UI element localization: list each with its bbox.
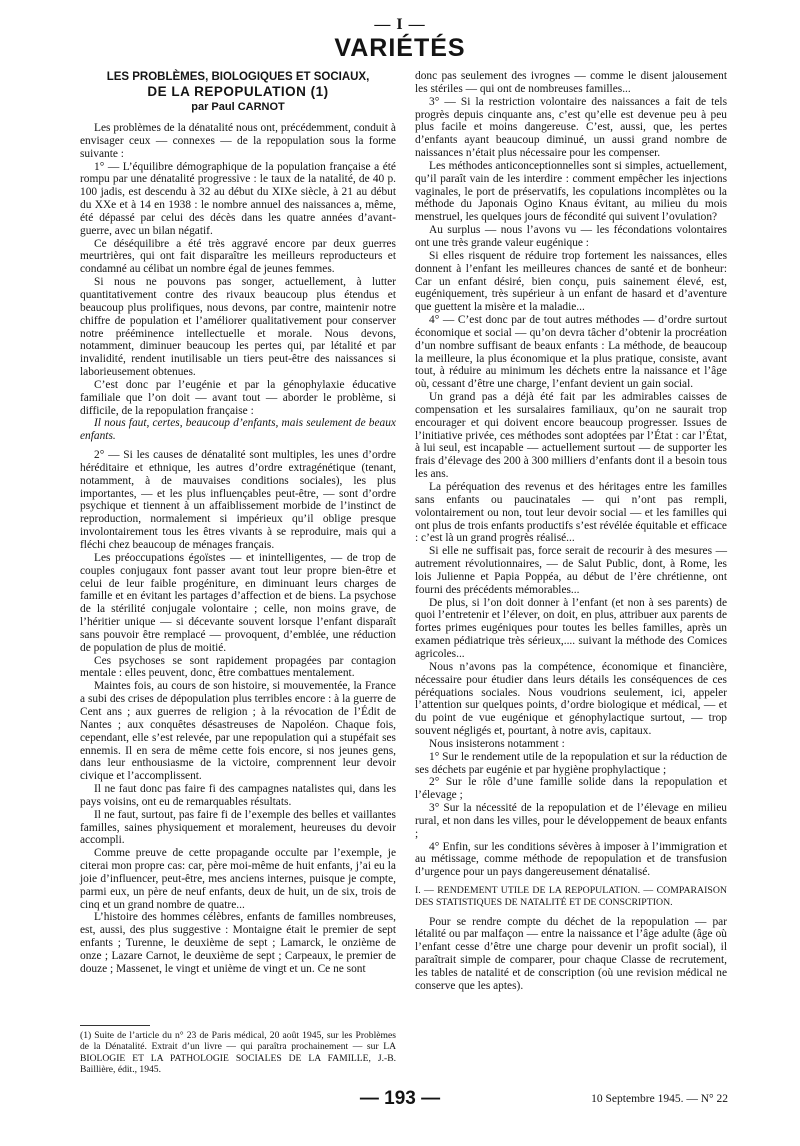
paragraph: Nous insisterons notamment :	[429, 737, 565, 750]
paragraph: donc pas seulement des ivrognes — comme le disent jalousement les stériles — qui ont de nombreuses familles...	[415, 70, 727, 95]
paragraph: Maintes fois, au cours de son histoire, si mouvementée, la France a subi des crises de dépopulation plus terribles encore : à la guerre de Cent ans ; aux guerres de religion ; à la révocation de l’Édit de Nantes ; aux conquêtes désastreuses de Napoléon. Chaque fois, cependant, elle s’est relevée, par une repopulation qui a stupéfait ses ennemis. Il en sera de même cette fois encore, si nos jeunes gens, dans leur enthousiasme de la victoire, comprennent leur devoir civique et l’accomplissent.	[80, 680, 396, 783]
paragraph: Il nous faut, certes, beaucoup d’enfants, mais seulement de beaux enfants.	[80, 417, 396, 443]
paragraph: Nous n’avons pas la compétence, économique et financière, nécessaire pour étudier dans leurs détails les conséquences de ces péréquations sociales. Nous voudrions seulement, ici, appeler l’attention sur quelques points, d’ordre biologique et médical, — et du point de vue eugénique et génophylactique surtout, — trop souvent négligés et, pourtant, à notre avis, capitaux.	[415, 660, 727, 738]
paragraph: Si elles risquent de réduire trop fortement les naissances, elles donnent à l’enfant les meilleures chances de santé et de bonheur: Car un enfant désiré, bien conçu, puis sainement élevé, est, eugéniquement, très supérieur à un enfant de hasard et d’aventure que guettent la misère et la maladie...	[415, 249, 727, 314]
paragraph: De plus, si l’on doit donner à l’enfant (et non à ses parents) de quoi l’entretenir et l’élever, on doit, en plus, attribuer aux parents de fortes primes eugéniques pour toutes les belles familles, après un examen pédiatrique très sérieux,.... suivant la méthode des Comices agricoles...	[415, 596, 727, 660]
paragraph: Les méthodes anticonceptionnelles sont si simples, actuellement, qu’il paraît vain de les interdire : comment empêcher les injections vaginales, le port de préservatifs, les copulations incomplètes ou la méthode du Japonais Ogino Knaus évitant, au milieu du mois menstruel, les quelques jours de fécondité qui suivent l’ovulation?	[415, 159, 727, 224]
footnote-text: (1) Suite de l’article du n° 23 de Paris médical, 20 août 1945, sur les Problèmes de la Dénatalité. Extrait d’un livre — qui paraîtra prochainement — sur LA BIOLOGIE ET LA PATHOLOGIE SOCIALES DE LA FAMILLE, J.-B. Baillière, édit., 1945.	[80, 1030, 396, 1076]
section-title: VARIÉTÉS	[334, 34, 466, 62]
paragraph: Ces psychoses se sont rapidement propagées par contagion mentale : elles peuvent, donc, être combattues mentalement.	[80, 654, 396, 680]
paragraph: Au surplus — nous l’avons vu — les fécondations volontaires ont une très grande valeur eugénique :	[415, 224, 727, 249]
page-roman-numeral: — I —	[374, 16, 426, 33]
paragraph: Pour se rendre compte du déchet de la repopulation — par létalité ou par malfaçon — entre la naissance et l’âge adulte (âge où l’enfant cesse d’être une charge pour devenir un profit social), il paraîtrait simple de comparer, pour chaque Classe de recrutement, les tables de natalité et de conscription (où une revision médical ne conserve que les aptes).	[415, 915, 727, 992]
paragraph: 4° — C’est donc par de tout autres méthodes — d’ordre surtout économique et social — qu’on devra tâcher d’obtenir la procréation d’un nombre suffisant de beaux enfants : La méthode, de beaucoup la meilleure, la plus économique et la plus pratique, consiste, avant tout, à réduire au minimum les déchets entre la naissance et l’âge où, cessant d’être une charge, l’enfant devient un gain social.	[415, 314, 727, 391]
paragraph: Les préoccupations égoïstes — et inintelligentes, — de trop de couples conjugaux font passer avant tout leur propre bien-être et celui de leur faible progéniture, en diminuant leurs charges de famille et en évitant les partages d’affection et de biens. La psychose de la stérilité conjugale volontaire ; celle, non moins grave, de l’héritier unique — si décevante souvent lorsque l’enfant disparaît sans pouvoir être remplacé — provoquent, d’emblée, une réduction de population de plus de moitié.	[80, 551, 396, 654]
right-column	[415, 70, 727, 993]
paragraph: C’est donc par l’eugénie et par la génophylaxie éducative familiale que l’on doit — avant tout — aborder le problème, si difficile, de la repopulation française :	[80, 378, 396, 417]
list-item: 2° Sur le rôle d’une famille solide dans la repopulation et l’élevage ;	[415, 776, 727, 802]
article-title-line1: LES PROBLÈMES, BIOLOGIQUES ET SOCIAUX,	[106, 71, 370, 83]
issue-date: 10 Septembre 1945. — N° 22	[591, 1093, 728, 1105]
paragraph: Si elle ne suffisait pas, force serait de recourir à des mesures — autrement révolutionnaires, — de Salut Public, dont, à Rome, les lois Julienne et Papia Poppéa, au début de l’ère chrétienne, ont fourni des précédents mémorables...	[415, 545, 727, 596]
list-item: 1° Sur le rendement utile de la repopulation et sur la réduction de ses déchets par eugénie et par hygiène prophylactique ;	[415, 750, 727, 776]
footnote	[80, 1030, 396, 1076]
footnote-divider	[80, 1025, 150, 1026]
paragraph: La péréquation des revenus et des héritages entre les familles sans enfants ou paucinatales — qui n’ont pas rempli, volontairement ou non, tout leur devoir social — et les familles qui ont plus de trois enfants productifs s’est révélée équitable et efficace : c’est là un grand progrès réalisé...	[415, 481, 727, 545]
paragraph: 3° — Si la restriction volontaire des naissances a fait de tels progrès depuis cinquante ans, c’est qu’elle est devenue peu à peu plus facile et moins dangereuse. C’est, aussi, que, les pertes d’enfants ayant beaucoup diminué, un aussi grand nombre de naissances n’était plus nécessaire pour les compenser.	[415, 95, 727, 160]
paragraph: L’histoire des hommes célèbres, enfants de familles nombreuses, est, aussi, des plus suggestive : Montaigne était le premier de sept enfants ; Turenne, le deuxième de sept ; Lamarck, le onzième de onze ; Lazare Carnot, le deuxième de sept ; Carpeaux, le premier de douze ; Massenet, le vingt et unième de vingt et un. Ce ne sont	[80, 911, 396, 975]
article-byline: par Paul CARNOT	[191, 101, 285, 113]
page-number: — 193 —	[359, 1088, 441, 1109]
paragraph: Ce déséquilibre a été très aggravé encore par deux guerres meurtrières, qui ont fait disparaître les meilleurs reproducteurs et condamné au célibat un nombre égal de jeunes femmes.	[80, 237, 396, 276]
list-item: 4° Enfin, sur les conditions sévères à imposer à l’immigration et au métissage, comme méthode de repopulation et de transfusion d’urgence pour un pays dangereusement dénatalisé.	[415, 840, 727, 879]
left-column	[80, 70, 396, 976]
section-heading: I. — RENDEMENT UTILE DE LA REPOPULATION. — COMPARAISON DES STATISTIQUES DE NATALITÉ ET DE CONSCRIPTION.	[415, 885, 727, 909]
paragraph: Les problèmes de la dénatalité nous ont, précédemment, conduit à envisager ceux — connexes — de la repopulation sous la forme suivante :	[80, 122, 396, 160]
paragraph: Il ne faut, surtout, pas faire fi de l’exemple des belles et vaillantes familles, saines physiquement et moralement, heureuses du devoir accompli.	[80, 808, 396, 847]
paragraph: Un grand pas a déjà été fait par les admirables caisses de compensation et les sursalaires familiaux, qu’on ne saurait trop encourager et qui doivent encore beaucoup progresser. Issues de l’initiative privée, ces méthodes sont adoptées par l’État : car l’État, à lui seul, est incapable — actuellement surtout — de supporter les frais d’élevage des 200 à 300 milliers d’enfants dont il a besoin tous les ans.	[415, 391, 727, 481]
list-item: 3° Sur la nécessité de la repopulation et de l’élevage en milieu rural, et non dans les villes, pour le développement de beaux enfants ;	[415, 802, 727, 840]
paragraph: Il ne faut donc pas faire fi des campagnes natalistes qui, dans les pays voisins, ont eu de remarquables résultats.	[80, 783, 396, 808]
paragraph: Si nous ne pouvons pas songer, actuellement, à lutter quantitativement contre des rivaux beaucoup plus étendus et beaucoup plus prolifiques, nous devons, par contre, maintenir notre chiffre de population et l’améliorer qualitativement pour conserver notre prééminence intellectuelle et morale. Nous devons, notamment, diminuer beaucoup les pertes qui, par létalité et par invalidité, rendent inutilisable un tiers peut-être des naissances si laborieusement obtenues.	[80, 276, 396, 379]
paragraph: Comme preuve de cette propagande occulte par l’exemple, je citerai mon propre cas: car, père moi-même de huit enfants, j’ai eu la joie d’influencer, peut-être, mes anciens internes, puisque je compte, parmi eux, un père de neuf enfants, deux de huit, un de six, trois de cinq et un grand nombre de quatre...	[80, 847, 396, 911]
article-title-line2: DE LA REPOPULATION (1)	[147, 84, 329, 99]
paragraph: 1° — L’équilibre démographique de la population française a été rompu par une dénatalité progressive : le taux de la natalité, de 40 p. 100 jadis, est descendu à 32 au début du XIXe siècle, à 21 au début du XXe et à 14 en 1938 : le nombre annuel des naissances a, même, été dépassé par celui des décès dans les quatre années d’avant-guerre, avec un bilan négatif.	[80, 160, 396, 237]
paragraph: 2° — Si les causes de dénatalité sont multiples, les unes d’ordre héréditaire et ethnique, les autres d’ordre extragénétique (tenant, notamment, à de mauvaises conditions sociales), les plus importantes, — et les plus influençables peut-être, — sont d’ordre psychique et tiennent à un affaiblissement morbide de l’instinct de reproduction, normalement si impérieux qu’il oblige presque involontairement tous les êtres vivants à se reproduire, mais qui a fléchi chez beaucoup de ménages français.	[80, 449, 396, 551]
